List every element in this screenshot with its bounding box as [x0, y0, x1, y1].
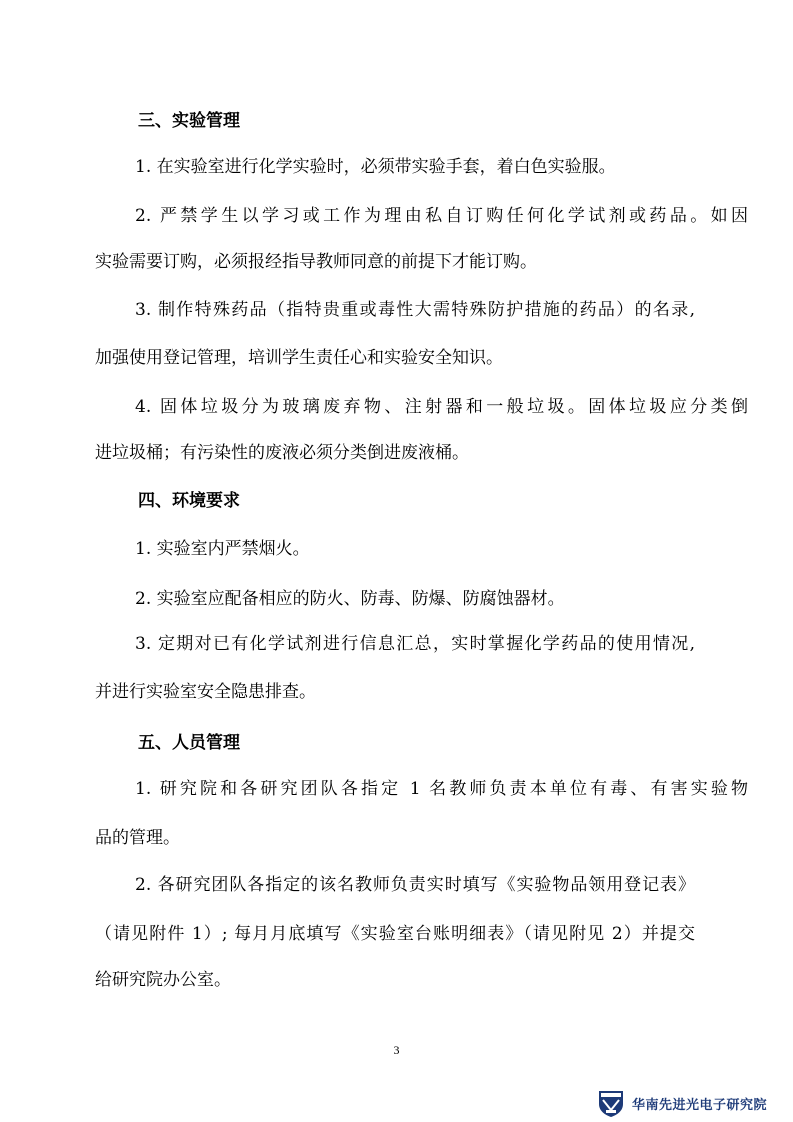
paragraph-line: 3. 定期对已有化学试剂进行信息汇总，实时掌握化学药品的使用情况, — [135, 634, 695, 654]
institute-shield-icon — [596, 1088, 626, 1118]
paragraph-line: 给研究院办公室。 — [95, 970, 231, 990]
paragraph-line: 实验需要订购，必须报经指导教师同意的前提下才能订购。 — [95, 252, 537, 272]
paragraph-line: 1. 研究院和各研究团队各指定 1 名教师负责本单位有毒、有害实验物 — [135, 779, 748, 799]
logo-text: 华南先进光电子研究院 — [632, 1097, 768, 1113]
paragraph-line: 3. 制作特殊药品（指特贵重或毒性大需特殊防护措施的药品）的名录, — [135, 300, 695, 320]
section-heading: 五、人员管理 — [138, 733, 240, 753]
paragraph-line: 1. 实验室内严禁烟火。 — [135, 539, 310, 559]
paragraph-line: 2. 实验室应配备相应的防火、防毒、防爆、防腐蚀器材。 — [135, 589, 565, 609]
paragraph-line: 并进行实验室安全隐患排查。 — [95, 682, 316, 702]
section-heading: 四、环境要求 — [138, 491, 240, 511]
paragraph-line: 2. 严禁学生以学习或工作为理由私自订购任何化学试剂或药品。如因 — [135, 206, 748, 226]
section-heading: 三、实验管理 — [138, 111, 240, 131]
paragraph-line: 2. 各研究团队各指定的该名教师负责实时填写《实验物品领用登记表》 — [135, 875, 695, 895]
paragraph-line: 品的管理。 — [95, 828, 180, 848]
paragraph-line: 4. 固体垃圾分为玻璃废弃物、注射器和一般垃圾。固体垃圾应分类倒 — [135, 397, 748, 417]
page-number: 3 — [393, 1043, 400, 1057]
paragraph-line: （请见附件 1）; 每月月底填写《实验室台账明细表》（请见附见 2）并提交 — [95, 924, 695, 944]
footer-logo — [596, 1088, 791, 1118]
paragraph-line: 1. 在实验室进行化学实验时，必须带实验手套，着白色实验服。 — [135, 157, 616, 177]
paragraph-line: 加强使用登记管理，培训学生责任心和实验安全知识。 — [95, 348, 503, 368]
paragraph-line: 进垃圾桶；有污染性的废液必须分类倒进废液桶。 — [95, 443, 469, 463]
